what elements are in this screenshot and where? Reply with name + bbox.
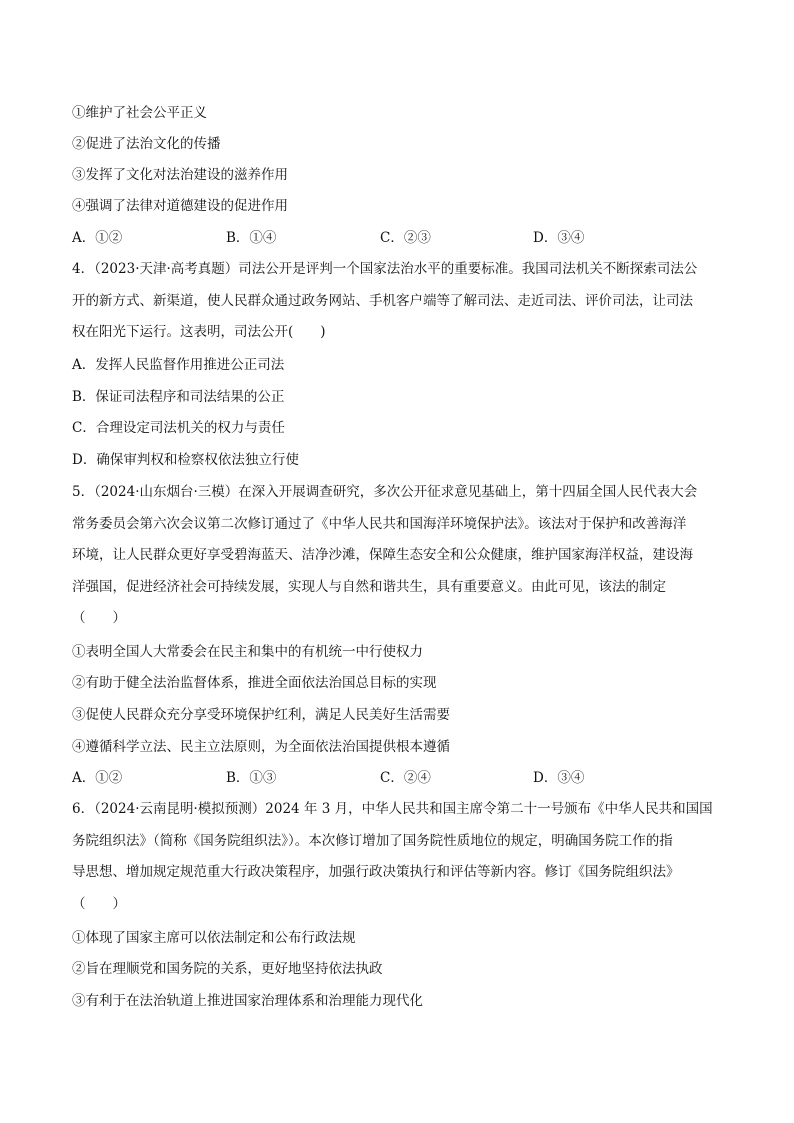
- q6-option-3: ③有利于在法治轨道上推进国家治理体系和治理能力现代化: [72, 993, 423, 1009]
- q3-choice-d: D．③④: [533, 230, 585, 246]
- q4-stem: [72, 254, 724, 349]
- q3-option-1: ①维护了社会公平正义: [72, 105, 207, 121]
- q3-option-4: ④强调了法律对道德建设的促进作用: [72, 198, 288, 214]
- q6-stem-line-3: 导思想、增加规定规范重大行政决策程序，加强行政决策执行和评估等新内容。修订《国务院组织法》: [72, 864, 680, 880]
- q3-choices: [72, 228, 722, 248]
- q5-option-2: ②有助于健全法治监督体系，推进全面依法治国总目标的实现: [72, 675, 437, 691]
- q6-option-1: ①体现了国家主席可以依法制定和公布行政法规: [72, 930, 356, 946]
- q5-stem-line-2: 常务委员会第六次会议第二次修订通过了《中华人民共和国海洋环境保护法》。该法对于保护和改善海洋: [72, 515, 687, 532]
- q4-choice-b: B．保证司法程序和司法结果的公正: [72, 389, 285, 405]
- q4-choice-a: A．发挥人民监督作用推进公正司法: [72, 357, 285, 373]
- q5-option-4: ④遵循科学立法、民主立法原则，为全面依法治国提供根本遵循: [72, 739, 450, 755]
- q4-choice-d: D．确保审判权和检察权依法独立行使: [72, 452, 299, 468]
- q4-choice-c: C．合理设定司法机关的权力与责任: [72, 420, 285, 436]
- q3-option-2: ②促进了法治文化的传播: [72, 136, 221, 152]
- q5-choice-b: B．①③: [226, 770, 277, 786]
- q3-choice-a: A．①②: [72, 230, 123, 246]
- q4-stem-line-3: 权在阳光下运行。这表明，司法公开( ): [72, 324, 326, 340]
- q3-choice-c: C．②③: [380, 230, 431, 246]
- q6-stem: [72, 794, 724, 920]
- q5-choice-a: A．①②: [72, 770, 123, 786]
- q5-choices: [72, 768, 722, 788]
- q3-option-3: ③发挥了文化对法治建设的滋养作用: [72, 167, 288, 183]
- q5-stem-line-1: 5．（2024·山东烟台·三模）在深入开展调查研究，多次公开征求意见基础上，第十四届全国人民代表大会: [72, 484, 698, 500]
- q6-stem-line-4: （ ）: [72, 895, 126, 912]
- q6-stem-line-2: 务院组织法》（简称《国务院组织法》）。本次修订增加了国务院性质地位的规定，明确国务院工作的指: [72, 832, 673, 849]
- q5-stem-line-4: 洋强国，促进经济社会可持续发展，实现人与自然和谐共生，具有重要意义。由此可见，该法的制定: [72, 578, 666, 595]
- q4-stem-line-2: 开的新方式、新渠道，使人民群众通过政务网站、手机客户端等了解司法、走近司法、评价司法，让司法: [72, 292, 693, 309]
- q5-option-3: ③促使人民群众充分享受环境保护红利，满足人民美好生活需要: [72, 707, 450, 723]
- q5-stem: [72, 477, 724, 635]
- q5-stem-line-3: 环境，让人民群众更好享受碧海蓝天、洁净沙滩，保障生态安全和公众健康，维护国家海洋权益，建设海: [72, 547, 693, 563]
- q4-stem-line-1: 4．（2023·天津·高考真题）司法公开是评判一个国家法治水平的重要标准。我国司法机关不断探索司法公: [72, 261, 698, 277]
- q5-choice-c: C．②④: [380, 770, 431, 786]
- q5-choice-d: D．③④: [533, 770, 585, 786]
- q6-stem-line-1: 6．（2024·云南昆明·模拟预测）2024 年 3 月，中华人民共和国主席令第二十一号颁布《中华人民共和国国: [72, 801, 713, 817]
- q6-option-2: ②旨在理顺党和国务院的关系，更好地坚持依法执政: [72, 961, 383, 977]
- q5-option-1: ①表明全国人大常委会在民主和集中的有机统一中行使权力: [72, 644, 423, 660]
- q3-choice-b: B．①④: [226, 230, 277, 246]
- q5-stem-line-5: （ ）: [72, 610, 126, 626]
